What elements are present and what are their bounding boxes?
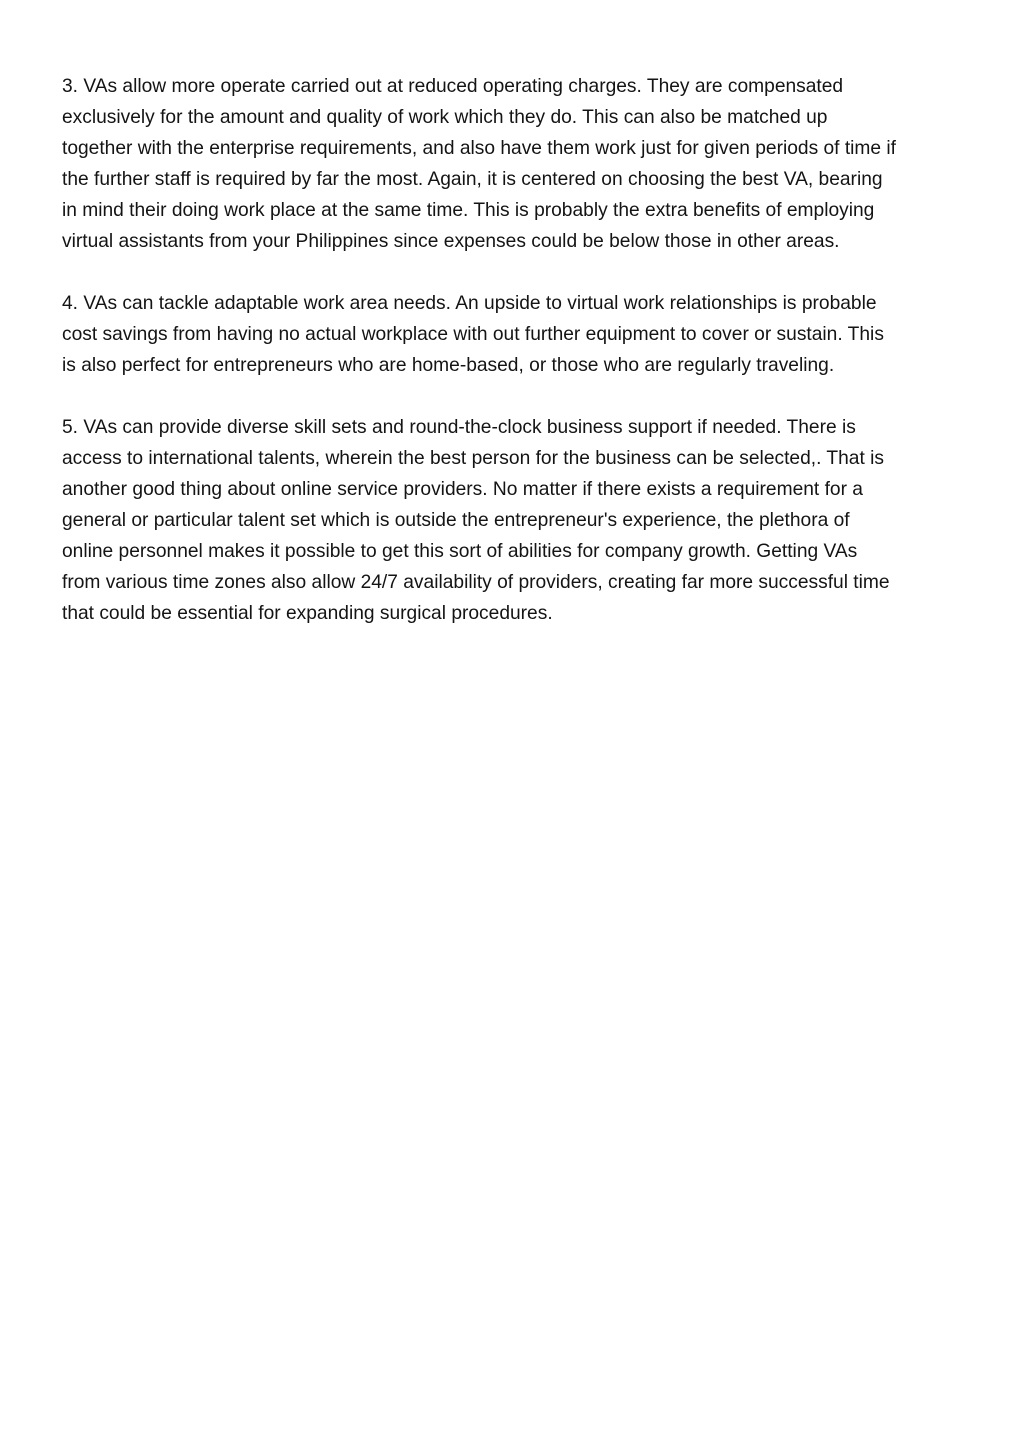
- text-line: access to international talents, wherein the best person for the business can be selected,. That is: [62, 448, 884, 469]
- text-line: general or particular talent set which is outside the entrepreneur's experience, the plethora of: [62, 510, 850, 531]
- text-line: together with the enterprise requirements, and also have them work just for given periods of time if: [62, 138, 897, 159]
- text-line: 5. VAs can provide diverse skill sets and round-the-clock business support if needed. There is: [62, 417, 856, 438]
- paragraph-4: [62, 288, 967, 381]
- text-line: the further staff is required by far the most. Again, it is centered on choosing the best VA, bearing: [62, 169, 883, 190]
- paragraph-5: [62, 412, 967, 629]
- text-line: another good thing about online service providers. No matter if there exists a requirement for a: [62, 479, 863, 500]
- text-line: is also perfect for entrepreneurs who are home-based, or those who are regularly traveling.: [62, 355, 835, 376]
- text-line: cost savings from having no actual workplace with out further equipment to cover or sustain. This: [62, 324, 884, 345]
- text-line: that could be essential for expanding surgical procedures.: [62, 603, 553, 624]
- text-line: from various time zones also allow 24/7 availability of providers, creating far more successful time: [62, 572, 890, 593]
- paragraph-3: [62, 71, 967, 257]
- document-page: [62, 71, 967, 660]
- text-line: 3. VAs allow more operate carried out at reduced operating charges. They are compensated: [62, 76, 844, 97]
- text-line: virtual assistants from your Philippines since expenses could be below those in other areas.: [62, 231, 840, 252]
- text-line: exclusively for the amount and quality of work which they do. This can also be matched up: [62, 107, 828, 128]
- text-line: in mind their doing work place at the same time. This is probably the extra benefits of employing: [62, 200, 875, 221]
- text-line: online personnel makes it possible to get this sort of abilities for company growth. Getting VAs: [62, 541, 858, 562]
- text-line: 4. VAs can tackle adaptable work area needs. An upside to virtual work relationships is probable: [62, 293, 877, 314]
